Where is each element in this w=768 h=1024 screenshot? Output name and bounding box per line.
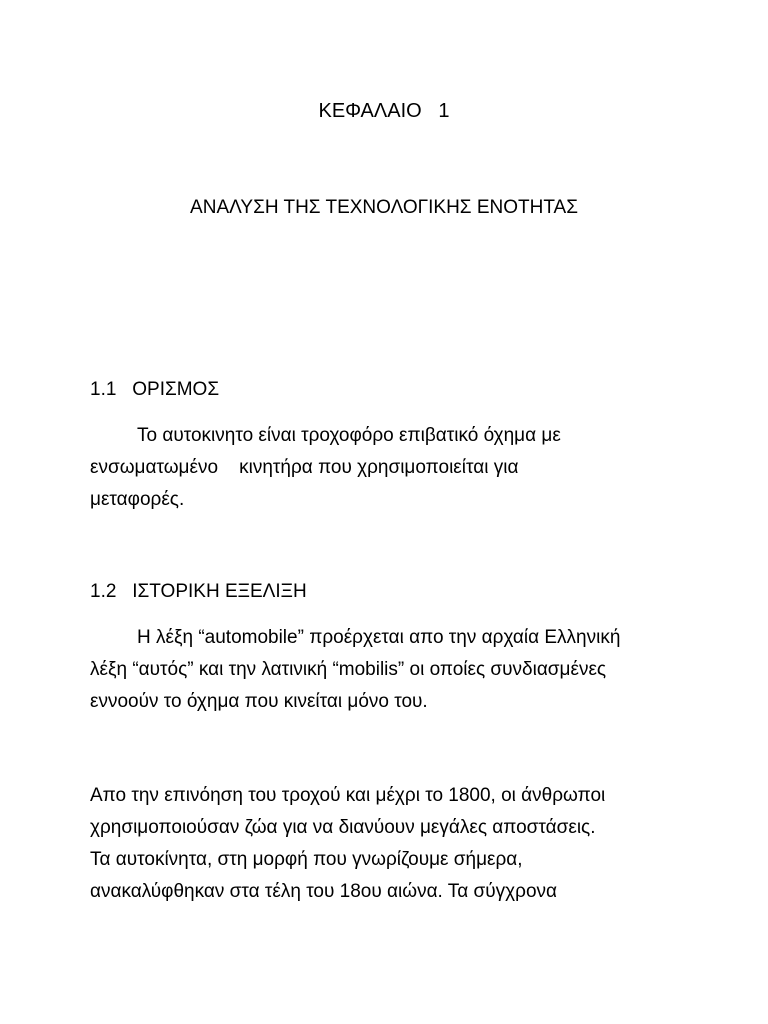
paragraph-line: χρησιμοποιούσαν ζώα για να διανύουν μεγάλες αποστάσεις. (90, 817, 596, 838)
paragraph-line: λέξη “αυτός” και την λατινική “mobilis” οι οποίες συνδιασμένες (90, 659, 607, 680)
chapter-title: ΚΕΦΑΛΑΙΟ 1 (318, 100, 450, 122)
paragraph-line: Τα αυτοκίνητα, στη μορφή που γνωρίζουμε σήμερα, (90, 849, 523, 870)
paragraph-line: εννοούν το όχημα που κινείται μόνο του. (90, 691, 428, 712)
chapter-subtitle: ΑΝΑΛΥΣΗ ΤΗΣ ΤΕΧΝΟΛΟΓΙΚΗΣ ΕΝΟΤΗΤΑΣ (190, 197, 578, 218)
paragraph-line: Το αυτοκινητο είναι τροχοφόρο επιβατικό όχημα με (137, 425, 561, 446)
paragraph-line: Η λέξη “automobile” προέρχεται απο την αρχαία Ελληνική (137, 627, 621, 648)
section-heading-definition: 1.1 ΟΡΙΣΜΟΣ (90, 379, 220, 400)
section-heading-history: 1.2 ΙΣΤΟΡΙΚΗ ΕΞΕΛΙΞΗ (90, 581, 307, 602)
paragraph-line: ενσωματωμένο κινητήρα που χρησιμοποιείται για (90, 457, 519, 478)
paragraph-line: μεταφορές. (90, 489, 185, 510)
paragraph-line: ανακαλύφθηκαν στα τέλη του 18ου αιώνα. Τα σύγχρονα (90, 881, 558, 902)
paragraph-line: Απο την επινόηση του τροχού και μέχρι το 1800, οι άνθρωποι (90, 785, 606, 806)
